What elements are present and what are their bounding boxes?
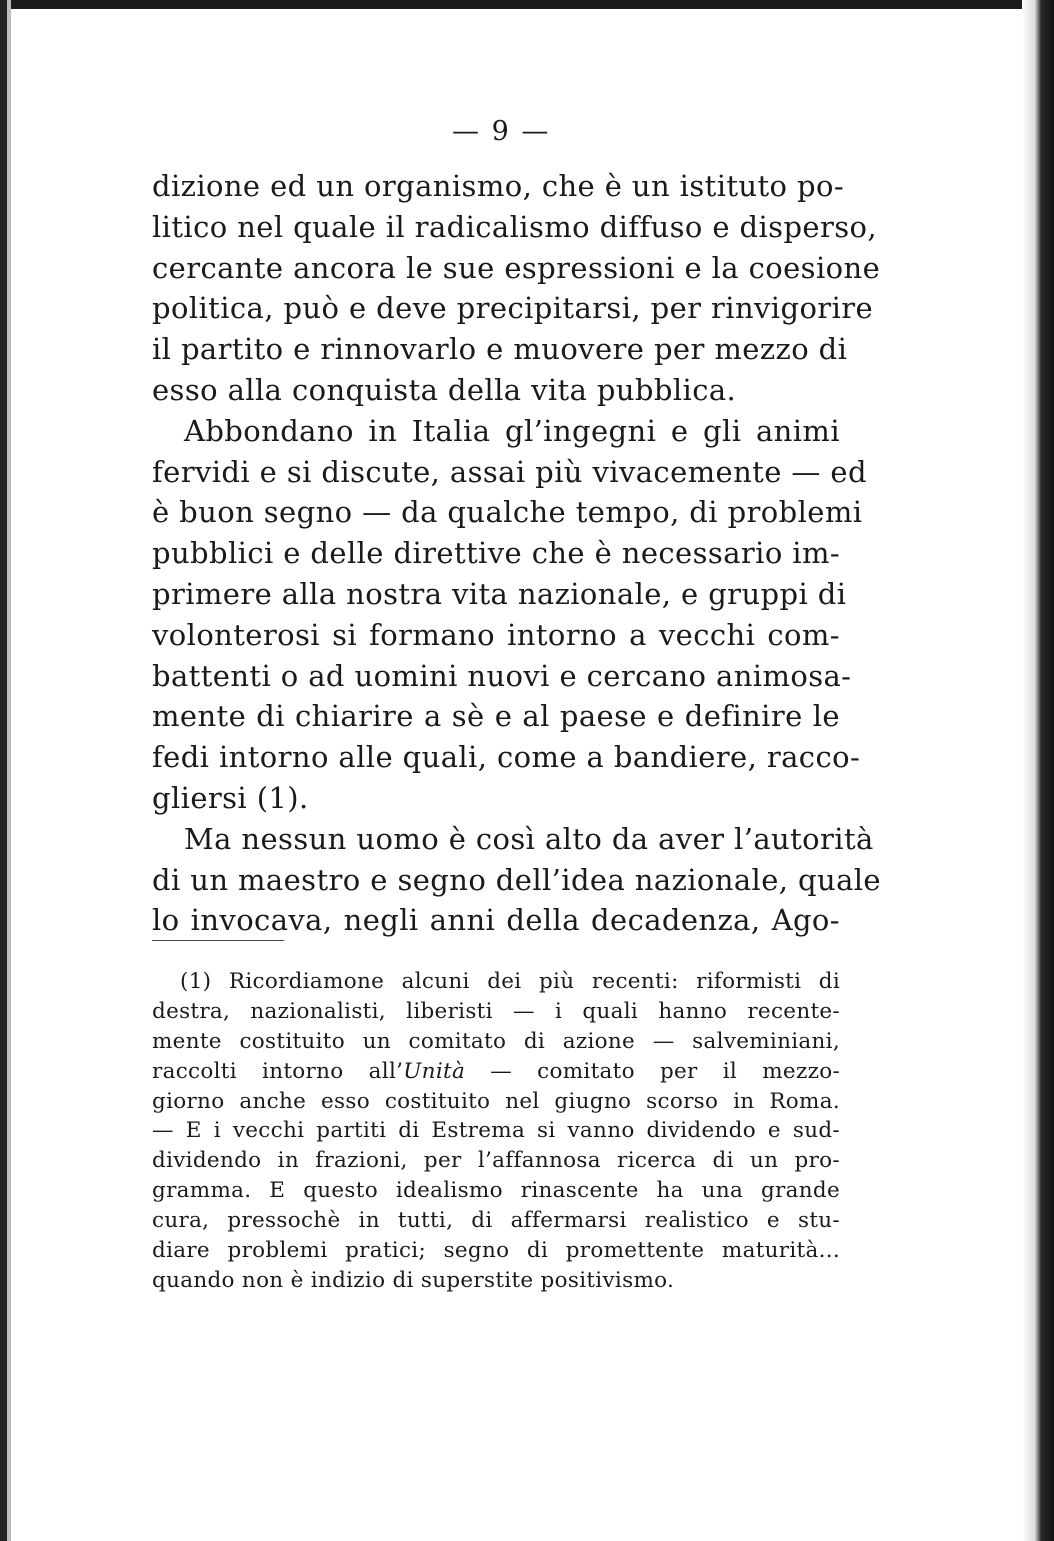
- scan-top-edge: [0, 0, 1054, 9]
- text-line: fedi intorno alle quali, come a bandiere, racco-: [152, 740, 861, 775]
- text-line: litico nel quale il radicalismo diffuso e disperso,: [152, 209, 878, 244]
- text-line: fervidi e si discute, assai più vivacemente — ed: [152, 454, 867, 489]
- text-line: di un maestro e segno dell’idea nazionale, quale: [152, 862, 881, 897]
- footnote-line: [152, 1057, 840, 1087]
- text-line: esso alla conquista della vita pubblica.: [152, 372, 737, 407]
- text-line: Abbondano in Italia gl’ingegni e gli animi: [184, 413, 840, 448]
- text-line: cercante ancora le sue espressioni e la coesione: [152, 250, 881, 285]
- text-line: politica, può e deve precipitarsi, per rinvigorire: [152, 291, 874, 326]
- footnote-line: gramma. E questo idealismo rinascente ha una grande: [152, 1178, 840, 1204]
- text-line: il partito e rinnovarlo e muovere per mezzo di: [152, 332, 848, 367]
- footnote-line: giorno anche esso costituito nel giugno scorso in Roma.: [152, 1088, 840, 1114]
- text-line: gliersi (1).: [152, 780, 309, 815]
- text-line: primere alla nostra vita nazionale, e gruppi di: [152, 576, 847, 611]
- text-line: dizione ed un organismo, che è un istituto po-: [152, 169, 845, 203]
- text-line: pubblici e delle direttive che è necessario im-: [152, 536, 841, 571]
- footnote-line: diare problemi pratici; segno di promettente maturità...: [152, 1238, 840, 1264]
- scan-left-edge: [0, 0, 7, 1541]
- footnote-italic-title: Unità: [403, 1058, 466, 1084]
- footnote-line: cura, pressochè in tutti, di affermarsi realistico e stu-: [152, 1208, 840, 1234]
- body-text: [152, 166, 881, 941]
- footnote-line: quando non è indizio di superstite positivismo.: [152, 1267, 675, 1293]
- page-number: — 9 —: [452, 116, 551, 147]
- text-line: mente di chiarire a sè e al paese e definire le: [152, 699, 840, 734]
- text-line: lo invocava, negli anni della decadenza, Ago-: [152, 903, 840, 938]
- scan-right-edge: [1022, 0, 1054, 1541]
- footnote-line: dividendo in frazioni, per l’affannosa ricerca di un pro-: [152, 1148, 840, 1174]
- footnote-line: (1) Ricordiamone alcuni dei più recenti: riformisti di: [180, 969, 840, 994]
- text-line: Ma nessun uomo è così alto da aver l’autorità: [184, 821, 874, 856]
- footnote-separator: [152, 940, 284, 941]
- text-line: volonterosi si formano intorno a vecchi com-: [152, 617, 840, 652]
- footnote-line: — E i vecchi partiti di Estrema si vanno dividendo e sud-: [152, 1118, 840, 1144]
- text-line: è buon segno — da qualche tempo, di problemi: [152, 495, 863, 530]
- footnote-line: mente costituito un comitato di azione — salveminiani,: [152, 1028, 840, 1054]
- footnote: [152, 967, 840, 1296]
- footnote-text: raccolti intorno all’: [152, 1058, 404, 1084]
- scan-left-shadow: [7, 0, 11, 1541]
- footnote-line: destra, nazionalisti, liberisti — i quali hanno recente-: [152, 998, 840, 1024]
- footnote-text: — comitato per il mezzo-: [465, 1058, 841, 1084]
- text-line: battenti o ad uomini nuovi e cercano animosa-: [152, 658, 852, 693]
